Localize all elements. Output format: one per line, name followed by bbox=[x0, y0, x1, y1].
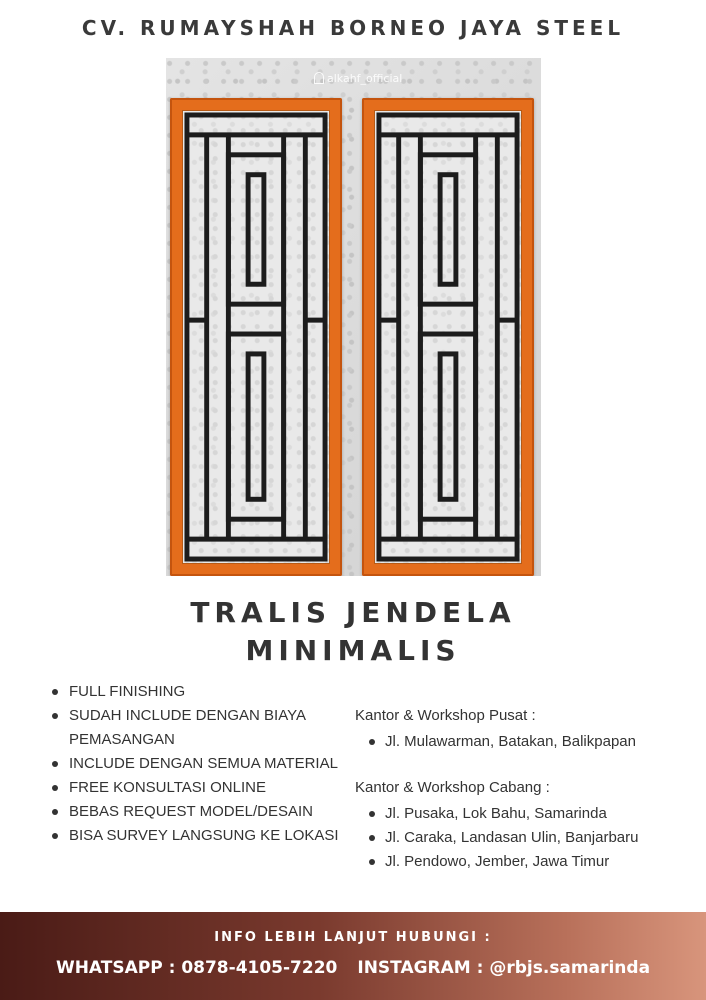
feature-item: INCLUDE DENGAN SEMUA MATERIAL bbox=[50, 752, 340, 776]
feature-item: BISA SURVEY LANGSUNG KE LOKASI bbox=[50, 824, 340, 848]
product-title bbox=[0, 594, 706, 670]
office-address: Jl. Pendowo, Jember, Jawa Timur bbox=[355, 850, 685, 874]
footer-info-text: INFO LEBIH LANJUT HUBUNGI : bbox=[214, 930, 492, 945]
company-name: CV. RUMAYSHAH BORNEO JAYA STEEL bbox=[81, 16, 625, 40]
branch-office-list bbox=[355, 802, 685, 874]
footer-contacts bbox=[0, 958, 706, 978]
grille-pattern-right bbox=[375, 111, 521, 563]
window-frame-left bbox=[170, 98, 342, 576]
feature-list bbox=[50, 680, 340, 848]
product-title-line1: TRALIS JENDELA bbox=[190, 596, 516, 629]
feature-item: FULL FINISHING bbox=[50, 680, 340, 704]
main-office-heading: Kantor & Workshop Pusat : bbox=[355, 707, 536, 724]
office-locations bbox=[355, 704, 685, 896]
whatsapp-contact[interactable]: WHATSAPP : 0878-4105-7220 bbox=[55, 958, 338, 978]
office-address: Jl. Mulawarman, Batakan, Balikpapan bbox=[355, 730, 685, 754]
window-glass-right bbox=[374, 110, 522, 564]
instagram-contact[interactable]: INSTAGRAM : @rbjs.samarinda bbox=[357, 958, 651, 978]
feature-item: SUDAH INCLUDE DENGAN BIAYA PEMASANGAN bbox=[50, 704, 340, 752]
office-address: Jl. Caraka, Landasan Ulin, Banjarbaru bbox=[355, 826, 685, 850]
main-office-list bbox=[355, 730, 685, 754]
contact-footer bbox=[0, 912, 706, 1000]
feature-item: BEBAS REQUEST MODEL/DESAIN bbox=[50, 800, 340, 824]
window-frame-right bbox=[362, 98, 534, 576]
feature-item: FREE KONSULTASI ONLINE bbox=[50, 776, 340, 800]
mosque-icon bbox=[314, 72, 324, 84]
grille-pattern-left bbox=[183, 111, 329, 563]
office-address: Jl. Pusaka, Lok Bahu, Samarinda bbox=[355, 802, 685, 826]
window-glass-left bbox=[182, 110, 330, 564]
product-title-line2: MINIMALIS bbox=[245, 634, 461, 667]
branch-office-heading: Kantor & Workshop Cabang : bbox=[355, 779, 550, 796]
product-photo bbox=[166, 58, 541, 576]
photo-watermark bbox=[314, 72, 402, 85]
watermark-text: alkahf_official bbox=[327, 72, 403, 85]
